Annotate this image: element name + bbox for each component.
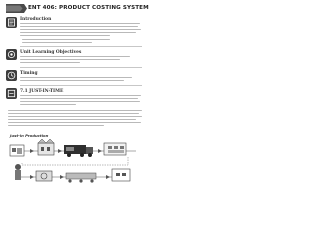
body-line xyxy=(8,116,142,117)
text-line xyxy=(20,77,132,78)
text-line xyxy=(20,98,138,99)
supplier-icon xyxy=(10,145,24,156)
text-line xyxy=(20,59,120,60)
text-line xyxy=(20,95,141,96)
text-line xyxy=(20,104,76,105)
text-line xyxy=(20,35,110,36)
text-line xyxy=(20,29,141,30)
figure-label: Just-in Production xyxy=(10,133,49,138)
timing-heading: Timing xyxy=(20,71,38,76)
warehouse-icon xyxy=(104,143,126,155)
text-line xyxy=(20,62,80,63)
page-title: ENT 406: PRODUCT COSTING SYSTEM xyxy=(28,5,149,11)
body-line xyxy=(8,122,141,123)
machine-icon xyxy=(36,171,52,181)
list-line xyxy=(22,42,92,43)
section-divider xyxy=(20,85,142,86)
introduction-heading: Introduction xyxy=(20,17,52,22)
text-line xyxy=(20,23,140,24)
text-line xyxy=(20,80,124,81)
text-line xyxy=(20,101,140,102)
introduction-icon xyxy=(6,17,17,28)
objectives-heading: Unit Learning Objectives xyxy=(20,50,82,55)
worker-icon xyxy=(15,164,21,180)
text-line xyxy=(20,32,136,33)
clock-icon xyxy=(6,70,17,81)
conveyor-icon xyxy=(66,173,96,183)
flow-diagram xyxy=(8,133,142,195)
body-line xyxy=(8,113,139,114)
text-line xyxy=(20,26,138,27)
body-line xyxy=(8,125,104,126)
page-title-bar xyxy=(6,4,149,13)
body-line xyxy=(8,110,142,111)
factory-icon xyxy=(38,139,54,155)
body-line xyxy=(8,119,136,120)
list-line xyxy=(22,39,110,40)
text-line xyxy=(20,56,130,57)
truck-icon xyxy=(64,145,93,157)
customer-icon xyxy=(112,169,130,181)
jit-production-figure xyxy=(8,133,142,195)
section-divider xyxy=(20,46,142,47)
section-divider xyxy=(20,67,142,68)
jit-icon xyxy=(6,88,17,99)
objectives-icon xyxy=(6,49,17,60)
document-page xyxy=(0,0,149,198)
jit-heading: 7.1 JUST-IN-TIME xyxy=(20,89,64,94)
